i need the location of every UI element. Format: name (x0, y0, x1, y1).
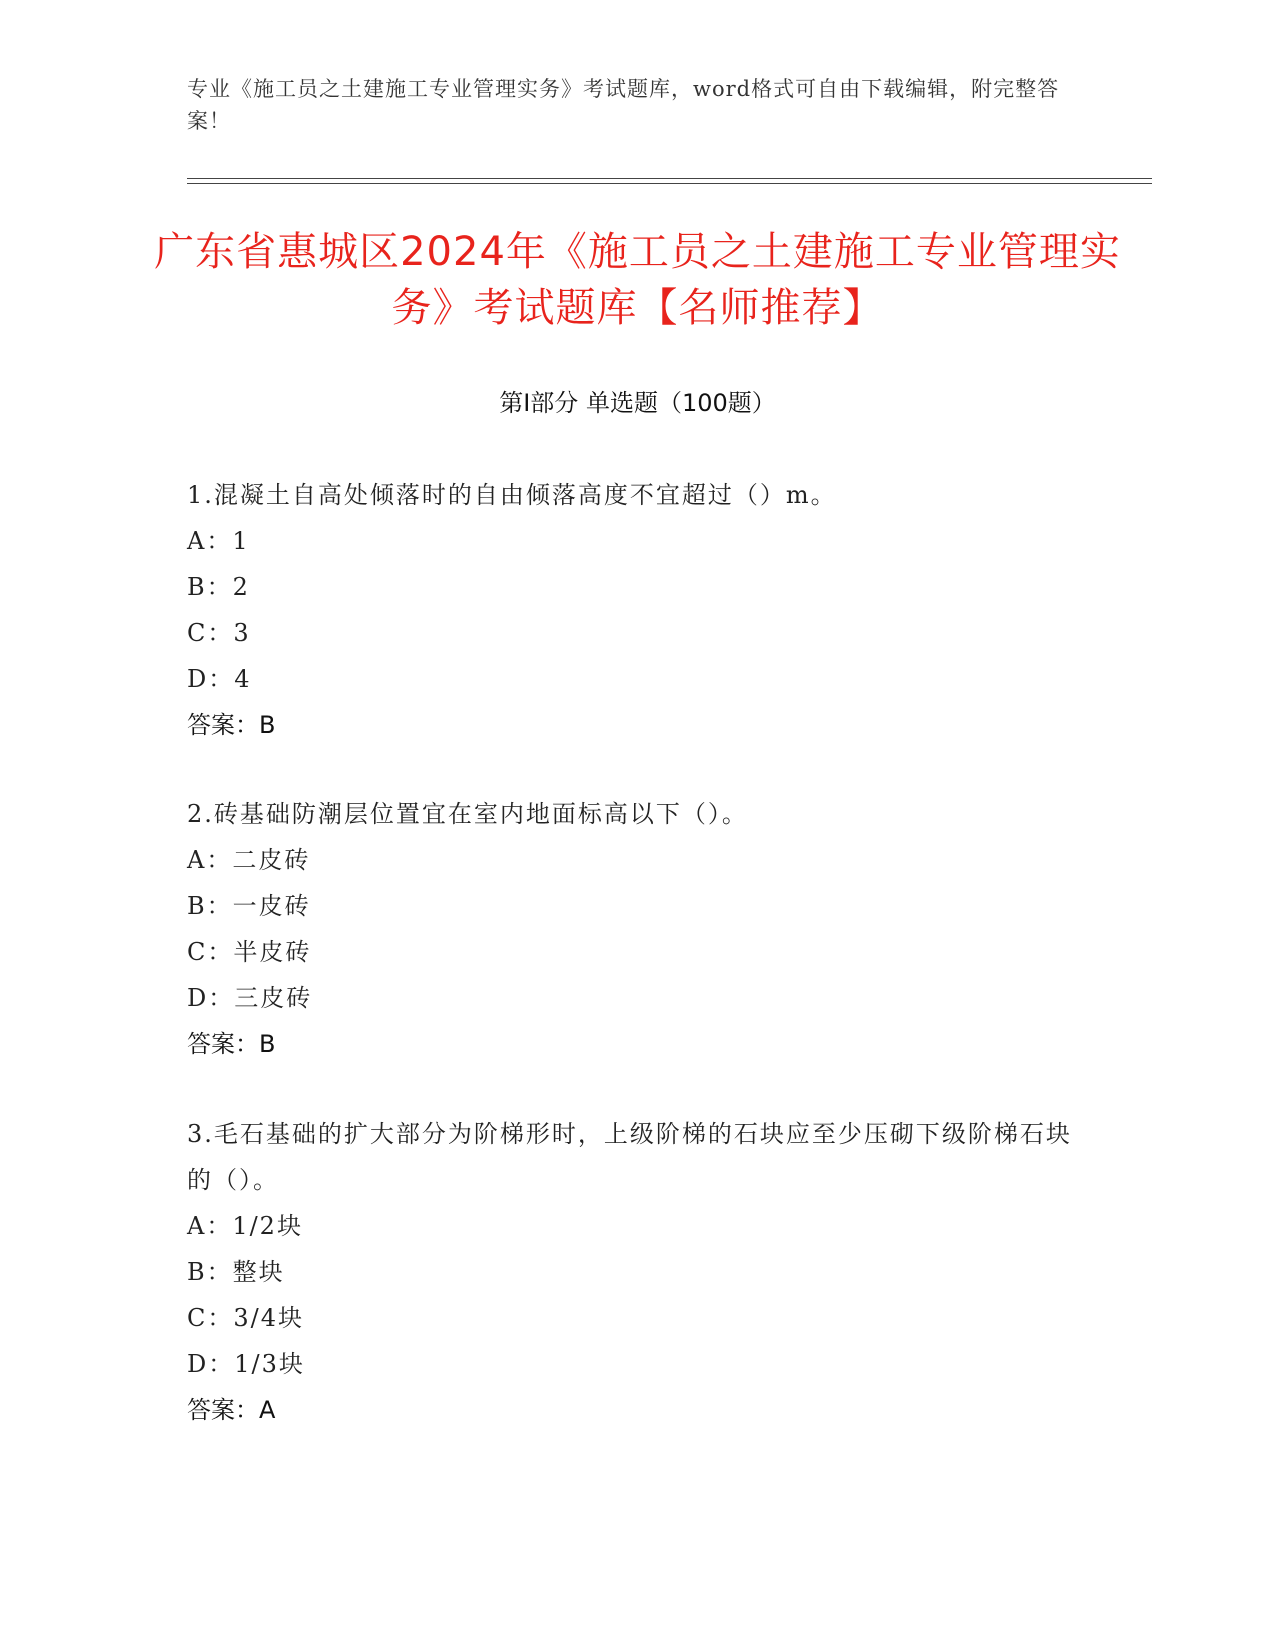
option-a: A：1/2块 (187, 1212, 303, 1240)
option-d: D：1/3块 (187, 1350, 305, 1378)
document-title: 广东省惠城区2024年《施工员之土建施工专业管理实务》考试题库【名师推荐】 (154, 229, 1121, 331)
question-stem: 1.混凝土自高处倾落时的自由倾落高度不宜超过（）m。 (187, 481, 837, 509)
option-c: C：半皮砖 (187, 938, 312, 966)
question-2 (187, 791, 1087, 1067)
answer: 答案：B (187, 1030, 276, 1058)
answer: 答案：B (187, 711, 276, 739)
option-b: B：2 (187, 573, 250, 601)
section-heading: 第Ⅰ部分 单选题（100题） (499, 389, 776, 417)
option-d: D：三皮砖 (187, 984, 313, 1012)
question-stem: 2.砖基础防潮层位置宜在室内地面标高以下（）。 (187, 800, 748, 828)
answer: 答案：A (187, 1396, 276, 1424)
header-divider-top (187, 178, 1152, 179)
option-c: C：3 (187, 619, 251, 647)
question-stem: 3.毛石基础的扩大部分为阶梯形时，上级阶梯的石块应至少压砌下级阶梯石块的（）。 (187, 1120, 1072, 1194)
question-3 (187, 1111, 1087, 1433)
header-note: 专业《施工员之土建施工专业管理实务》考试题库，word格式可自由下载编辑，附完整答案！ (187, 77, 1060, 133)
option-d: D：4 (187, 665, 252, 693)
question-1 (187, 472, 1087, 748)
option-a: A：二皮砖 (187, 846, 311, 874)
option-c: C：3/4块 (187, 1304, 304, 1332)
option-b: B：整块 (187, 1258, 285, 1286)
header-divider-bottom (187, 183, 1152, 184)
option-a: A：1 (187, 527, 250, 555)
option-b: B：一皮砖 (187, 892, 311, 920)
